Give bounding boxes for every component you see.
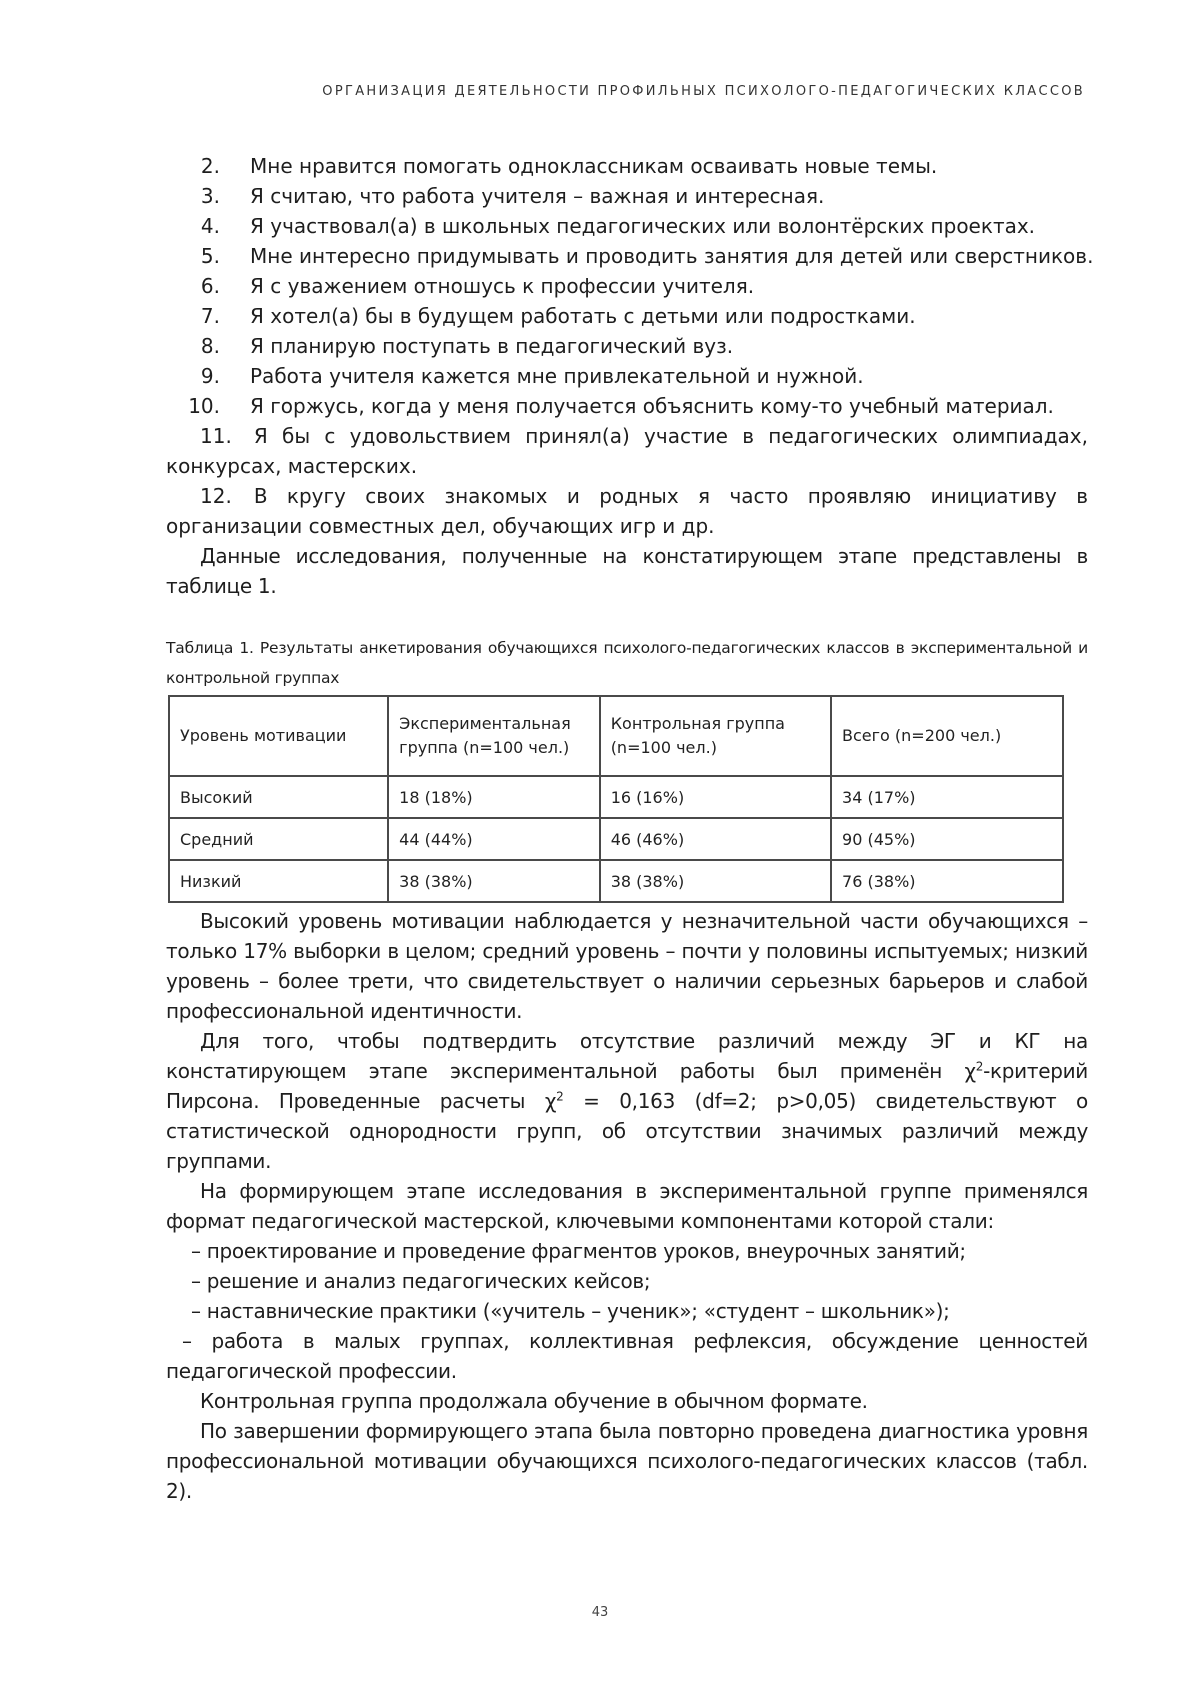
table-cell: 38 (38%) [600, 860, 831, 902]
list-item [166, 421, 1088, 481]
questionnaire-list [166, 151, 1094, 601]
chi-square-text: = 0,163 (df=2; p>0,05) свидетельствуют о статистической однородности групп, об отсутствии значимых различий между группами. [166, 1089, 1088, 1173]
list-item-number: 2. [200, 154, 220, 178]
table-cell: 38 (38%) [388, 860, 600, 902]
running-header: ОРГАНИЗАЦИЯ ДЕЯТЕЛЬНОСТИ ПРОФИЛЬНЫХ ПСИХОЛОГО-ПЕДАГОГИЧЕСКИХ КЛАССОВ [322, 84, 1085, 99]
table-header-cell: Экспериментальная группа (n=100 чел.) [388, 696, 600, 776]
list-item [166, 301, 1088, 331]
table-cell: 76 (38%) [831, 860, 1063, 902]
table-caption: Таблица 1. Результаты анкетирования обучающихся психолого-педагогических классов в экспериментальной и контрольной группах [166, 639, 1088, 687]
page-number: 43 [591, 1605, 609, 1620]
body-text-lower [166, 906, 1088, 1506]
list-item-text: Я горжусь, когда у меня получается объяснить кому-то учебный материал. [250, 394, 1054, 418]
list-item [166, 361, 1088, 391]
chi-square-text: Для того, чтобы подтвердить отсутствие различий между ЭГ и КГ на констатирующем этапе экспериментальной работы был применён χ [166, 1029, 1088, 1083]
list-item-text: Я хотел(а) бы в будущем работать с детьми или подростками. [250, 304, 916, 328]
table-cell: 16 (16%) [600, 776, 831, 818]
list-item-text: Я участвовал(а) в школьных педагогических или волонтёрских проектах. [250, 214, 1036, 238]
table-cell: 44 (44%) [388, 818, 600, 860]
list-item-text: Я бы с удовольствием принял(а) участие в педагогических олимпиадах, конкурсах, мастерских. [166, 424, 1088, 478]
table-cell: 90 (45%) [831, 818, 1063, 860]
chi-square-text: -критерий Пирсона. Проведенные расчеты χ [166, 1059, 1088, 1113]
list-item [166, 151, 1088, 181]
list-item [166, 331, 1088, 361]
formative-stage-paragraph: На формирующем этапе исследования в экспериментальной группе применялся формат педагогической мастерской, ключевыми компонентами которой стали: [166, 1179, 1088, 1233]
list-item-number: 7. [200, 304, 220, 328]
table-cell: 34 (17%) [831, 776, 1063, 818]
list-item-text: В кругу своих знакомых и родных я часто проявляю инициативу в организации совместных дел, обучающих игр и др. [166, 484, 1088, 538]
table-row [169, 776, 1063, 818]
list-item [166, 241, 1094, 271]
list-item-number: 9. [200, 364, 220, 388]
table-cell: 46 (46%) [600, 818, 831, 860]
list-item [166, 211, 1088, 241]
list-item-number: 3. [200, 184, 220, 208]
list-item-text: Работа учителя кажется мне привлекательной и нужной. [250, 364, 864, 388]
table-cell: 18 (18%) [388, 776, 600, 818]
superscript: 2 [556, 1089, 564, 1104]
list-item-text: Мне нравится помогать одноклассникам осваивать новые темы. [250, 154, 938, 178]
control-group-paragraph: Контрольная группа продолжала обучение в обычном формате. [200, 1389, 868, 1413]
final-paragraph: По завершении формирующего этапа была повторно проведена диагностика уровня профессиональной мотивации обучающихся психолого-педагогических классов (табл. 2). [166, 1419, 1088, 1503]
dash-item: – проектирование и проведение фрагментов уроков, внеурочных занятий; [191, 1239, 966, 1263]
table-row [169, 818, 1063, 860]
list-item-number: 12. [200, 484, 232, 508]
analysis-paragraph: Высокий уровень мотивации наблюдается у незначительной части обучающихся – только 17% выборки в целом; средний уровень – почти у половины испытуемых; низкий уровень – более трети, что свидетельствует о наличии серьезных барьеров и слабой профессиональной идентичности. [166, 909, 1088, 1023]
table-header-row [169, 696, 1063, 776]
dash-item: – решение и анализ педагогических кейсов; [191, 1269, 651, 1293]
table-header-cell: Уровень мотивации [169, 696, 388, 776]
list-item-text: Я с уважением отношусь к профессии учителя. [250, 274, 755, 298]
dash-item: – наставнические практики («учитель – ученик»; «студент – школьник»); [191, 1299, 950, 1323]
intro-paragraph: Данные исследования, полученные на констатирующем этапе представлены в таблице 1. [166, 544, 1088, 598]
table-header-cell: Всего (n=200 чел.) [831, 696, 1063, 776]
list-item-number: 5. [200, 244, 220, 268]
table-cell: Низкий [169, 860, 388, 902]
list-item [166, 181, 1088, 211]
dash-item: – работа в малых группах, коллективная рефлексия, обсуждение ценностей педагогической профессии. [166, 1329, 1088, 1383]
table-row [169, 860, 1063, 902]
chi-square-paragraph [166, 1026, 1088, 1176]
table-header-cell: Контрольная группа (n=100 чел.) [600, 696, 831, 776]
list-item-number: 8. [200, 334, 220, 358]
list-item-number: 10. [188, 394, 220, 418]
list-item-text: Я планирую поступать в педагогический вуз. [250, 334, 734, 358]
list-item-number: 4. [200, 214, 220, 238]
list-item-number: 6. [200, 274, 220, 298]
list-item-number: 11. [200, 424, 232, 448]
list-item-text: Я считаю, что работа учителя – важная и интересная. [250, 184, 825, 208]
results-table [168, 695, 1064, 903]
list-item-text: Мне интересно придумывать и проводить занятия для детей или сверстников. [250, 244, 1094, 268]
table-cell: Высокий [169, 776, 388, 818]
list-item [166, 391, 1088, 421]
table-cell: Средний [169, 818, 388, 860]
superscript: 2 [975, 1059, 984, 1074]
list-item [166, 271, 1088, 301]
list-item [166, 481, 1088, 541]
